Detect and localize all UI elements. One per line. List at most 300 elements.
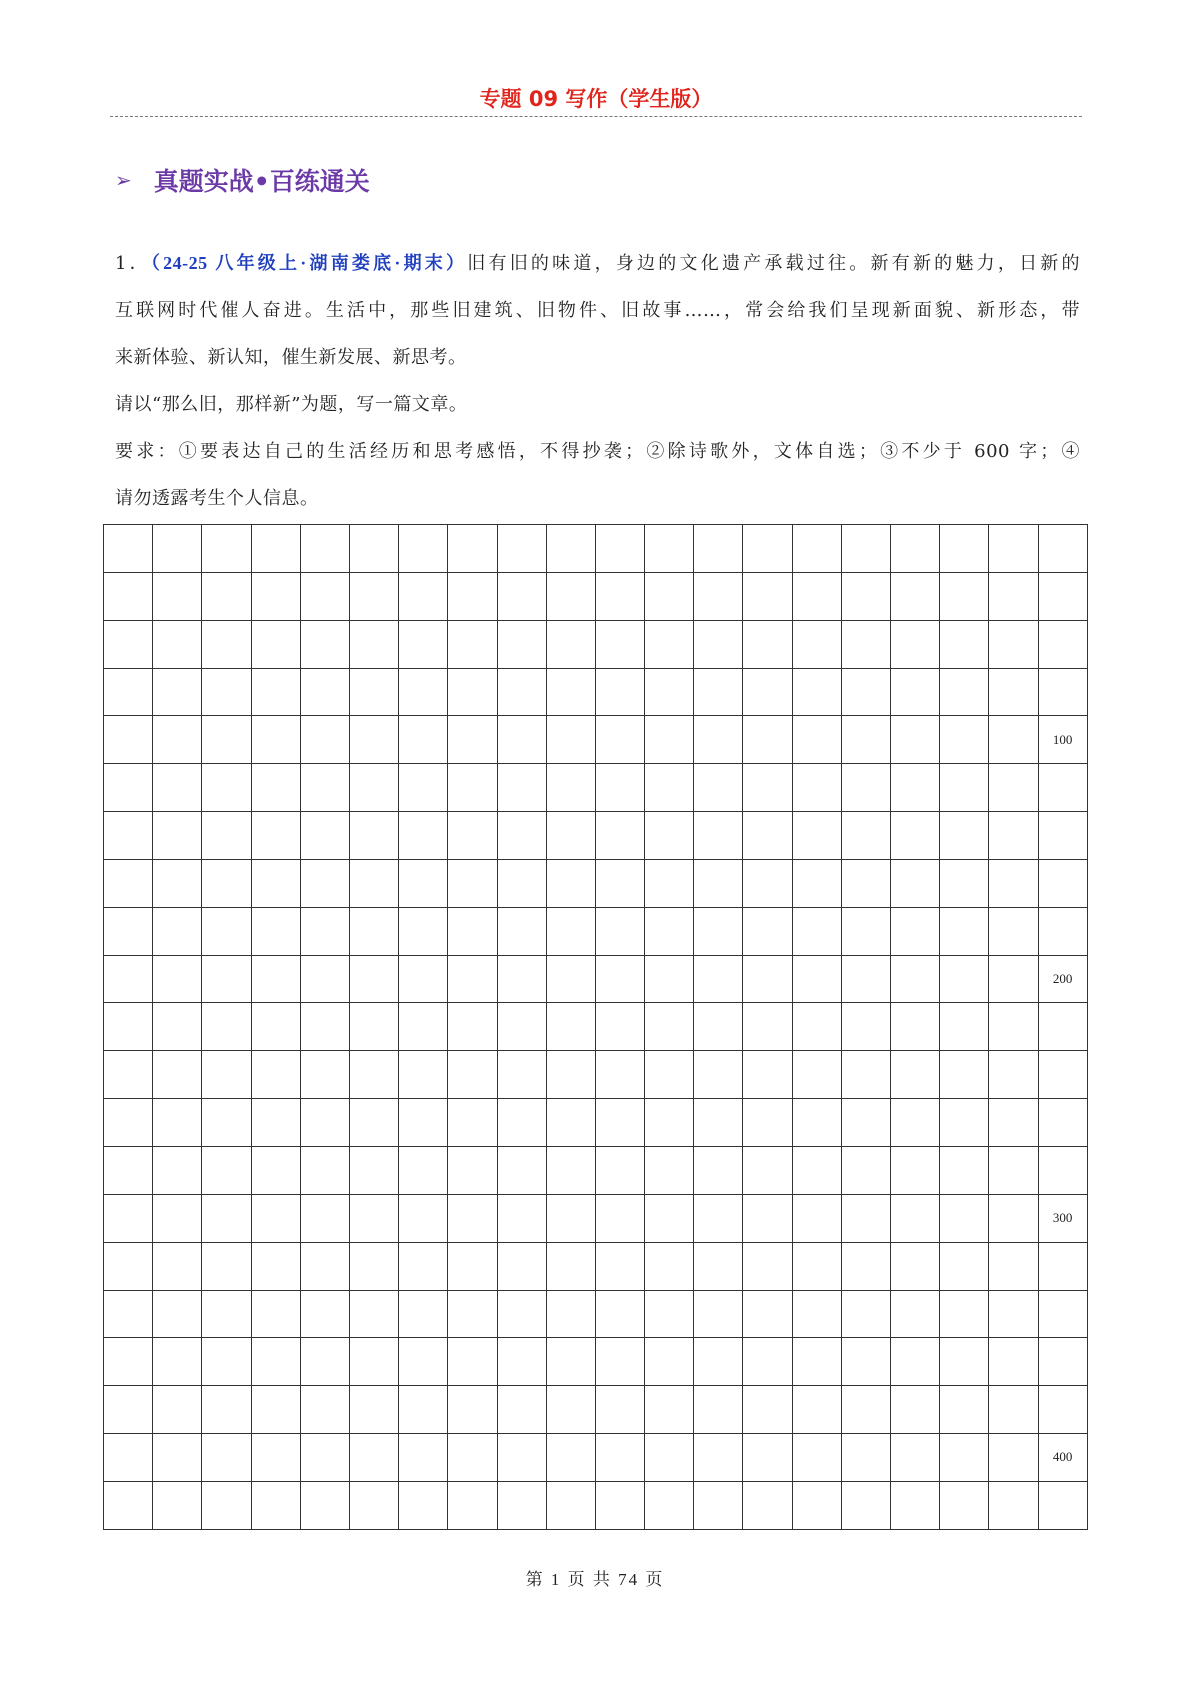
grid-cell[interactable] bbox=[989, 621, 1038, 669]
grid-cell[interactable] bbox=[202, 1482, 251, 1530]
grid-cell[interactable] bbox=[989, 860, 1038, 908]
grid-cell[interactable] bbox=[350, 812, 399, 860]
grid-cell[interactable] bbox=[498, 1434, 547, 1482]
grid-cell[interactable] bbox=[645, 716, 694, 764]
grid-cell[interactable] bbox=[104, 956, 153, 1004]
grid-cell[interactable] bbox=[104, 1099, 153, 1147]
grid-cell[interactable] bbox=[891, 1003, 940, 1051]
grid-cell[interactable] bbox=[989, 1051, 1038, 1099]
grid-cell[interactable] bbox=[891, 1338, 940, 1386]
grid-cell[interactable] bbox=[104, 1338, 153, 1386]
grid-cell[interactable] bbox=[989, 1434, 1038, 1482]
grid-cell[interactable] bbox=[448, 1051, 497, 1099]
grid-cell[interactable] bbox=[645, 1338, 694, 1386]
grid-cell[interactable] bbox=[940, 1482, 989, 1530]
grid-cell[interactable] bbox=[547, 1195, 596, 1243]
grid-cell[interactable] bbox=[547, 1482, 596, 1530]
grid-cell[interactable] bbox=[842, 525, 891, 573]
grid-cell[interactable] bbox=[842, 812, 891, 860]
grid-cell[interactable] bbox=[448, 669, 497, 717]
grid-cell[interactable] bbox=[399, 1243, 448, 1291]
grid-cell[interactable] bbox=[252, 1338, 301, 1386]
grid-cell[interactable] bbox=[301, 1099, 350, 1147]
grid-cell[interactable] bbox=[842, 1195, 891, 1243]
grid-cell[interactable] bbox=[448, 573, 497, 621]
grid-cell[interactable] bbox=[694, 669, 743, 717]
grid-cell[interactable] bbox=[350, 525, 399, 573]
grid-cell[interactable] bbox=[448, 1482, 497, 1530]
grid-cell[interactable] bbox=[448, 716, 497, 764]
grid-cell[interactable] bbox=[743, 1482, 792, 1530]
grid-cell[interactable] bbox=[793, 764, 842, 812]
grid-cell[interactable] bbox=[694, 1243, 743, 1291]
grid-cell[interactable] bbox=[596, 669, 645, 717]
grid-cell[interactable] bbox=[940, 1051, 989, 1099]
grid-cell[interactable] bbox=[694, 1003, 743, 1051]
grid-cell[interactable] bbox=[842, 764, 891, 812]
grid-cell[interactable] bbox=[940, 956, 989, 1004]
grid-cell[interactable] bbox=[891, 1482, 940, 1530]
grid-cell[interactable] bbox=[498, 956, 547, 1004]
grid-cell[interactable] bbox=[645, 621, 694, 669]
grid-cell[interactable] bbox=[694, 1482, 743, 1530]
grid-cell[interactable] bbox=[399, 956, 448, 1004]
grid-cell[interactable] bbox=[596, 1003, 645, 1051]
grid-cell[interactable] bbox=[202, 573, 251, 621]
grid-cell[interactable] bbox=[891, 1147, 940, 1195]
writing-grid[interactable] bbox=[103, 524, 1088, 1530]
grid-cell[interactable] bbox=[547, 1386, 596, 1434]
grid-cell[interactable] bbox=[399, 908, 448, 956]
grid-cell[interactable] bbox=[596, 716, 645, 764]
grid-cell[interactable] bbox=[448, 908, 497, 956]
grid-cell[interactable] bbox=[252, 764, 301, 812]
grid-cell[interactable] bbox=[645, 669, 694, 717]
grid-cell[interactable] bbox=[448, 812, 497, 860]
grid-cell[interactable] bbox=[153, 908, 202, 956]
grid-cell[interactable] bbox=[842, 1243, 891, 1291]
grid-cell[interactable] bbox=[940, 764, 989, 812]
grid-cell[interactable] bbox=[153, 1338, 202, 1386]
grid-cell[interactable] bbox=[596, 764, 645, 812]
grid-cell[interactable] bbox=[743, 860, 792, 908]
grid-cell[interactable] bbox=[1039, 1291, 1088, 1339]
grid-cell[interactable] bbox=[301, 716, 350, 764]
grid-cell[interactable] bbox=[104, 1003, 153, 1051]
grid-cell[interactable] bbox=[743, 621, 792, 669]
grid-cell[interactable] bbox=[547, 1147, 596, 1195]
grid-cell[interactable] bbox=[104, 1147, 153, 1195]
grid-cell[interactable] bbox=[350, 1434, 399, 1482]
grid-cell[interactable] bbox=[202, 1291, 251, 1339]
grid-cell[interactable] bbox=[301, 812, 350, 860]
grid-cell[interactable] bbox=[252, 1147, 301, 1195]
grid-cell[interactable] bbox=[350, 1338, 399, 1386]
grid-cell[interactable] bbox=[547, 669, 596, 717]
grid-cell[interactable] bbox=[891, 1051, 940, 1099]
grid-cell[interactable] bbox=[1039, 908, 1088, 956]
grid-cell[interactable] bbox=[842, 621, 891, 669]
grid-cell[interactable] bbox=[793, 908, 842, 956]
grid-word-count-marker[interactable]: 300 bbox=[1039, 1195, 1088, 1243]
grid-cell[interactable] bbox=[842, 1003, 891, 1051]
grid-cell[interactable] bbox=[989, 1003, 1038, 1051]
grid-cell[interactable] bbox=[104, 764, 153, 812]
grid-cell[interactable] bbox=[645, 1291, 694, 1339]
grid-cell[interactable] bbox=[743, 956, 792, 1004]
grid-cell[interactable] bbox=[104, 812, 153, 860]
grid-cell[interactable] bbox=[793, 621, 842, 669]
grid-cell[interactable] bbox=[448, 525, 497, 573]
grid-cell[interactable] bbox=[891, 1243, 940, 1291]
grid-cell[interactable] bbox=[645, 1195, 694, 1243]
grid-cell[interactable] bbox=[350, 621, 399, 669]
grid-cell[interactable] bbox=[252, 1434, 301, 1482]
grid-cell[interactable] bbox=[202, 1099, 251, 1147]
grid-cell[interactable] bbox=[694, 1291, 743, 1339]
grid-cell[interactable] bbox=[989, 812, 1038, 860]
grid-cell[interactable] bbox=[940, 716, 989, 764]
grid-cell[interactable] bbox=[547, 908, 596, 956]
grid-cell[interactable] bbox=[350, 1099, 399, 1147]
grid-cell[interactable] bbox=[891, 525, 940, 573]
grid-cell[interactable] bbox=[301, 621, 350, 669]
grid-cell[interactable] bbox=[547, 764, 596, 812]
grid-cell[interactable] bbox=[793, 573, 842, 621]
grid-cell[interactable] bbox=[842, 1482, 891, 1530]
grid-cell[interactable] bbox=[694, 860, 743, 908]
grid-cell[interactable] bbox=[448, 1291, 497, 1339]
grid-cell[interactable] bbox=[989, 1291, 1038, 1339]
grid-cell[interactable] bbox=[842, 1434, 891, 1482]
grid-cell[interactable] bbox=[645, 956, 694, 1004]
grid-cell[interactable] bbox=[793, 669, 842, 717]
grid-cell[interactable] bbox=[940, 1434, 989, 1482]
grid-cell[interactable] bbox=[104, 1243, 153, 1291]
grid-cell[interactable] bbox=[743, 525, 792, 573]
grid-cell[interactable] bbox=[399, 764, 448, 812]
grid-cell[interactable] bbox=[596, 860, 645, 908]
grid-cell[interactable] bbox=[694, 1147, 743, 1195]
grid-cell[interactable] bbox=[399, 1147, 448, 1195]
grid-cell[interactable] bbox=[842, 716, 891, 764]
grid-cell[interactable] bbox=[743, 669, 792, 717]
grid-cell[interactable] bbox=[940, 573, 989, 621]
grid-cell[interactable] bbox=[891, 1291, 940, 1339]
grid-cell[interactable] bbox=[989, 1243, 1038, 1291]
grid-cell[interactable] bbox=[104, 1051, 153, 1099]
grid-cell[interactable] bbox=[104, 1434, 153, 1482]
grid-cell[interactable] bbox=[252, 1195, 301, 1243]
grid-cell[interactable] bbox=[301, 860, 350, 908]
grid-cell[interactable] bbox=[153, 1243, 202, 1291]
grid-cell[interactable] bbox=[989, 908, 1038, 956]
grid-cell[interactable] bbox=[547, 860, 596, 908]
grid-cell[interactable] bbox=[301, 1003, 350, 1051]
grid-cell[interactable] bbox=[498, 573, 547, 621]
grid-cell[interactable] bbox=[399, 1195, 448, 1243]
grid-cell[interactable] bbox=[399, 716, 448, 764]
grid-cell[interactable] bbox=[498, 669, 547, 717]
grid-cell[interactable] bbox=[399, 1386, 448, 1434]
grid-cell[interactable] bbox=[301, 525, 350, 573]
grid-cell[interactable] bbox=[1039, 573, 1088, 621]
grid-cell[interactable] bbox=[252, 860, 301, 908]
grid-cell[interactable] bbox=[940, 1338, 989, 1386]
grid-cell[interactable] bbox=[350, 764, 399, 812]
grid-cell[interactable] bbox=[350, 1291, 399, 1339]
grid-cell[interactable] bbox=[793, 860, 842, 908]
grid-cell[interactable] bbox=[153, 1195, 202, 1243]
grid-cell[interactable] bbox=[1039, 1386, 1088, 1434]
grid-cell[interactable] bbox=[104, 621, 153, 669]
grid-cell[interactable] bbox=[645, 908, 694, 956]
grid-cell[interactable] bbox=[645, 1003, 694, 1051]
grid-cell[interactable] bbox=[301, 669, 350, 717]
grid-cell[interactable] bbox=[743, 812, 792, 860]
grid-cell[interactable] bbox=[202, 908, 251, 956]
grid-cell[interactable] bbox=[793, 1099, 842, 1147]
grid-cell[interactable] bbox=[498, 1386, 547, 1434]
grid-cell[interactable] bbox=[448, 1338, 497, 1386]
grid-cell[interactable] bbox=[743, 716, 792, 764]
grid-cell[interactable] bbox=[547, 1243, 596, 1291]
grid-cell[interactable] bbox=[743, 1434, 792, 1482]
grid-cell[interactable] bbox=[202, 1434, 251, 1482]
grid-cell[interactable] bbox=[891, 573, 940, 621]
grid-cell[interactable] bbox=[153, 1003, 202, 1051]
grid-cell[interactable] bbox=[940, 812, 989, 860]
grid-cell[interactable] bbox=[202, 716, 251, 764]
grid-cell[interactable] bbox=[891, 1195, 940, 1243]
grid-cell[interactable] bbox=[793, 956, 842, 1004]
grid-cell[interactable] bbox=[399, 1434, 448, 1482]
grid-cell[interactable] bbox=[448, 956, 497, 1004]
grid-cell[interactable] bbox=[891, 1099, 940, 1147]
grid-cell[interactable] bbox=[350, 1195, 399, 1243]
grid-cell[interactable] bbox=[399, 525, 448, 573]
grid-cell[interactable] bbox=[989, 573, 1038, 621]
grid-cell[interactable] bbox=[1039, 1243, 1088, 1291]
grid-cell[interactable] bbox=[596, 1482, 645, 1530]
grid-cell[interactable] bbox=[202, 1338, 251, 1386]
grid-cell[interactable] bbox=[743, 764, 792, 812]
grid-cell[interactable] bbox=[694, 621, 743, 669]
grid-cell[interactable] bbox=[645, 1482, 694, 1530]
grid-cell[interactable] bbox=[301, 1051, 350, 1099]
grid-cell[interactable] bbox=[743, 1243, 792, 1291]
grid-cell[interactable] bbox=[350, 1482, 399, 1530]
grid-cell[interactable] bbox=[596, 573, 645, 621]
grid-cell[interactable] bbox=[743, 573, 792, 621]
grid-cell[interactable] bbox=[202, 1195, 251, 1243]
grid-cell[interactable] bbox=[399, 1291, 448, 1339]
grid-cell[interactable] bbox=[891, 621, 940, 669]
grid-cell[interactable] bbox=[202, 956, 251, 1004]
grid-cell[interactable] bbox=[301, 1291, 350, 1339]
grid-cell[interactable] bbox=[645, 1386, 694, 1434]
grid-cell[interactable] bbox=[596, 1243, 645, 1291]
grid-cell[interactable] bbox=[399, 573, 448, 621]
grid-cell[interactable] bbox=[153, 669, 202, 717]
grid-cell[interactable] bbox=[104, 716, 153, 764]
grid-cell[interactable] bbox=[202, 621, 251, 669]
grid-cell[interactable] bbox=[694, 956, 743, 1004]
grid-cell[interactable] bbox=[940, 1147, 989, 1195]
grid-cell[interactable] bbox=[940, 860, 989, 908]
grid-cell[interactable] bbox=[448, 1243, 497, 1291]
grid-cell[interactable] bbox=[596, 908, 645, 956]
grid-cell[interactable] bbox=[448, 1003, 497, 1051]
grid-cell[interactable] bbox=[743, 1003, 792, 1051]
grid-cell[interactable] bbox=[793, 1482, 842, 1530]
grid-cell[interactable] bbox=[448, 1195, 497, 1243]
grid-cell[interactable] bbox=[448, 1099, 497, 1147]
grid-cell[interactable] bbox=[350, 716, 399, 764]
grid-cell[interactable] bbox=[498, 1482, 547, 1530]
grid-cell[interactable] bbox=[350, 956, 399, 1004]
grid-cell[interactable] bbox=[153, 1291, 202, 1339]
grid-cell[interactable] bbox=[498, 1051, 547, 1099]
grid-cell[interactable] bbox=[301, 1482, 350, 1530]
grid-cell[interactable] bbox=[350, 908, 399, 956]
grid-cell[interactable] bbox=[498, 812, 547, 860]
grid-cell[interactable] bbox=[989, 525, 1038, 573]
grid-cell[interactable] bbox=[202, 1147, 251, 1195]
grid-cell[interactable] bbox=[940, 1099, 989, 1147]
grid-cell[interactable] bbox=[989, 1338, 1038, 1386]
grid-cell[interactable] bbox=[645, 860, 694, 908]
grid-cell[interactable] bbox=[842, 1147, 891, 1195]
grid-cell[interactable] bbox=[153, 1099, 202, 1147]
grid-cell[interactable] bbox=[842, 1291, 891, 1339]
grid-cell[interactable] bbox=[842, 1338, 891, 1386]
grid-cell[interactable] bbox=[694, 573, 743, 621]
grid-cell[interactable] bbox=[547, 1003, 596, 1051]
grid-cell[interactable] bbox=[940, 525, 989, 573]
grid-cell[interactable] bbox=[743, 1099, 792, 1147]
grid-cell[interactable] bbox=[498, 1099, 547, 1147]
grid-cell[interactable] bbox=[104, 669, 153, 717]
grid-cell[interactable] bbox=[202, 764, 251, 812]
grid-cell[interactable] bbox=[940, 1243, 989, 1291]
grid-cell[interactable] bbox=[202, 1003, 251, 1051]
grid-cell[interactable] bbox=[842, 1099, 891, 1147]
grid-cell[interactable] bbox=[350, 1003, 399, 1051]
grid-cell[interactable] bbox=[448, 1147, 497, 1195]
grid-word-count-marker[interactable]: 100 bbox=[1039, 716, 1088, 764]
grid-cell[interactable] bbox=[940, 621, 989, 669]
grid-cell[interactable] bbox=[202, 1386, 251, 1434]
grid-cell[interactable] bbox=[448, 764, 497, 812]
grid-cell[interactable] bbox=[743, 1386, 792, 1434]
grid-cell[interactable] bbox=[399, 1051, 448, 1099]
grid-cell[interactable] bbox=[743, 1195, 792, 1243]
grid-cell[interactable] bbox=[940, 908, 989, 956]
grid-cell[interactable] bbox=[596, 812, 645, 860]
grid-cell[interactable] bbox=[399, 669, 448, 717]
grid-cell[interactable] bbox=[793, 1434, 842, 1482]
grid-cell[interactable] bbox=[940, 1291, 989, 1339]
grid-cell[interactable] bbox=[793, 716, 842, 764]
grid-cell[interactable] bbox=[940, 1195, 989, 1243]
grid-cell[interactable] bbox=[153, 621, 202, 669]
grid-cell[interactable] bbox=[547, 812, 596, 860]
grid-cell[interactable] bbox=[694, 1099, 743, 1147]
grid-cell[interactable] bbox=[252, 956, 301, 1004]
grid-cell[interactable] bbox=[596, 1195, 645, 1243]
grid-cell[interactable] bbox=[743, 1147, 792, 1195]
grid-cell[interactable] bbox=[202, 1243, 251, 1291]
grid-cell[interactable] bbox=[547, 1338, 596, 1386]
grid-cell[interactable] bbox=[252, 1482, 301, 1530]
grid-cell[interactable] bbox=[596, 1386, 645, 1434]
grid-cell[interactable] bbox=[694, 812, 743, 860]
grid-cell[interactable] bbox=[842, 956, 891, 1004]
grid-cell[interactable] bbox=[153, 1434, 202, 1482]
grid-cell[interactable] bbox=[842, 573, 891, 621]
grid-cell[interactable] bbox=[498, 716, 547, 764]
grid-cell[interactable] bbox=[1039, 1147, 1088, 1195]
grid-cell[interactable] bbox=[645, 1434, 694, 1482]
grid-cell[interactable] bbox=[596, 1051, 645, 1099]
grid-cell[interactable] bbox=[252, 1386, 301, 1434]
grid-cell[interactable] bbox=[252, 1291, 301, 1339]
grid-cell[interactable] bbox=[252, 716, 301, 764]
grid-cell[interactable] bbox=[202, 860, 251, 908]
grid-cell[interactable] bbox=[694, 1338, 743, 1386]
grid-cell[interactable] bbox=[842, 908, 891, 956]
grid-cell[interactable] bbox=[498, 1291, 547, 1339]
grid-cell[interactable] bbox=[498, 860, 547, 908]
grid-cell[interactable] bbox=[301, 1147, 350, 1195]
grid-cell[interactable] bbox=[1039, 1482, 1088, 1530]
grid-cell[interactable] bbox=[694, 1195, 743, 1243]
grid-cell[interactable] bbox=[350, 573, 399, 621]
grid-cell[interactable] bbox=[940, 1386, 989, 1434]
grid-cell[interactable] bbox=[350, 1386, 399, 1434]
grid-cell[interactable] bbox=[891, 908, 940, 956]
grid-cell[interactable] bbox=[202, 525, 251, 573]
grid-cell[interactable] bbox=[448, 621, 497, 669]
grid-cell[interactable] bbox=[1039, 1003, 1088, 1051]
grid-cell[interactable] bbox=[252, 525, 301, 573]
grid-cell[interactable] bbox=[1039, 525, 1088, 573]
grid-cell[interactable] bbox=[301, 1434, 350, 1482]
grid-cell[interactable] bbox=[153, 573, 202, 621]
grid-cell[interactable] bbox=[448, 860, 497, 908]
grid-cell[interactable] bbox=[793, 1051, 842, 1099]
grid-cell[interactable] bbox=[694, 764, 743, 812]
grid-cell[interactable] bbox=[498, 1147, 547, 1195]
grid-cell[interactable] bbox=[547, 1051, 596, 1099]
grid-cell[interactable] bbox=[399, 1003, 448, 1051]
grid-cell[interactable] bbox=[498, 764, 547, 812]
grid-cell[interactable] bbox=[301, 573, 350, 621]
grid-cell[interactable] bbox=[1039, 860, 1088, 908]
grid-cell[interactable] bbox=[547, 956, 596, 1004]
grid-cell[interactable] bbox=[498, 908, 547, 956]
grid-cell[interactable] bbox=[596, 1099, 645, 1147]
grid-cell[interactable] bbox=[793, 1195, 842, 1243]
grid-cell[interactable] bbox=[891, 956, 940, 1004]
grid-cell[interactable] bbox=[153, 1386, 202, 1434]
grid-cell[interactable] bbox=[350, 860, 399, 908]
grid-cell[interactable] bbox=[547, 716, 596, 764]
grid-cell[interactable] bbox=[547, 1291, 596, 1339]
grid-cell[interactable] bbox=[891, 764, 940, 812]
grid-cell[interactable] bbox=[694, 716, 743, 764]
